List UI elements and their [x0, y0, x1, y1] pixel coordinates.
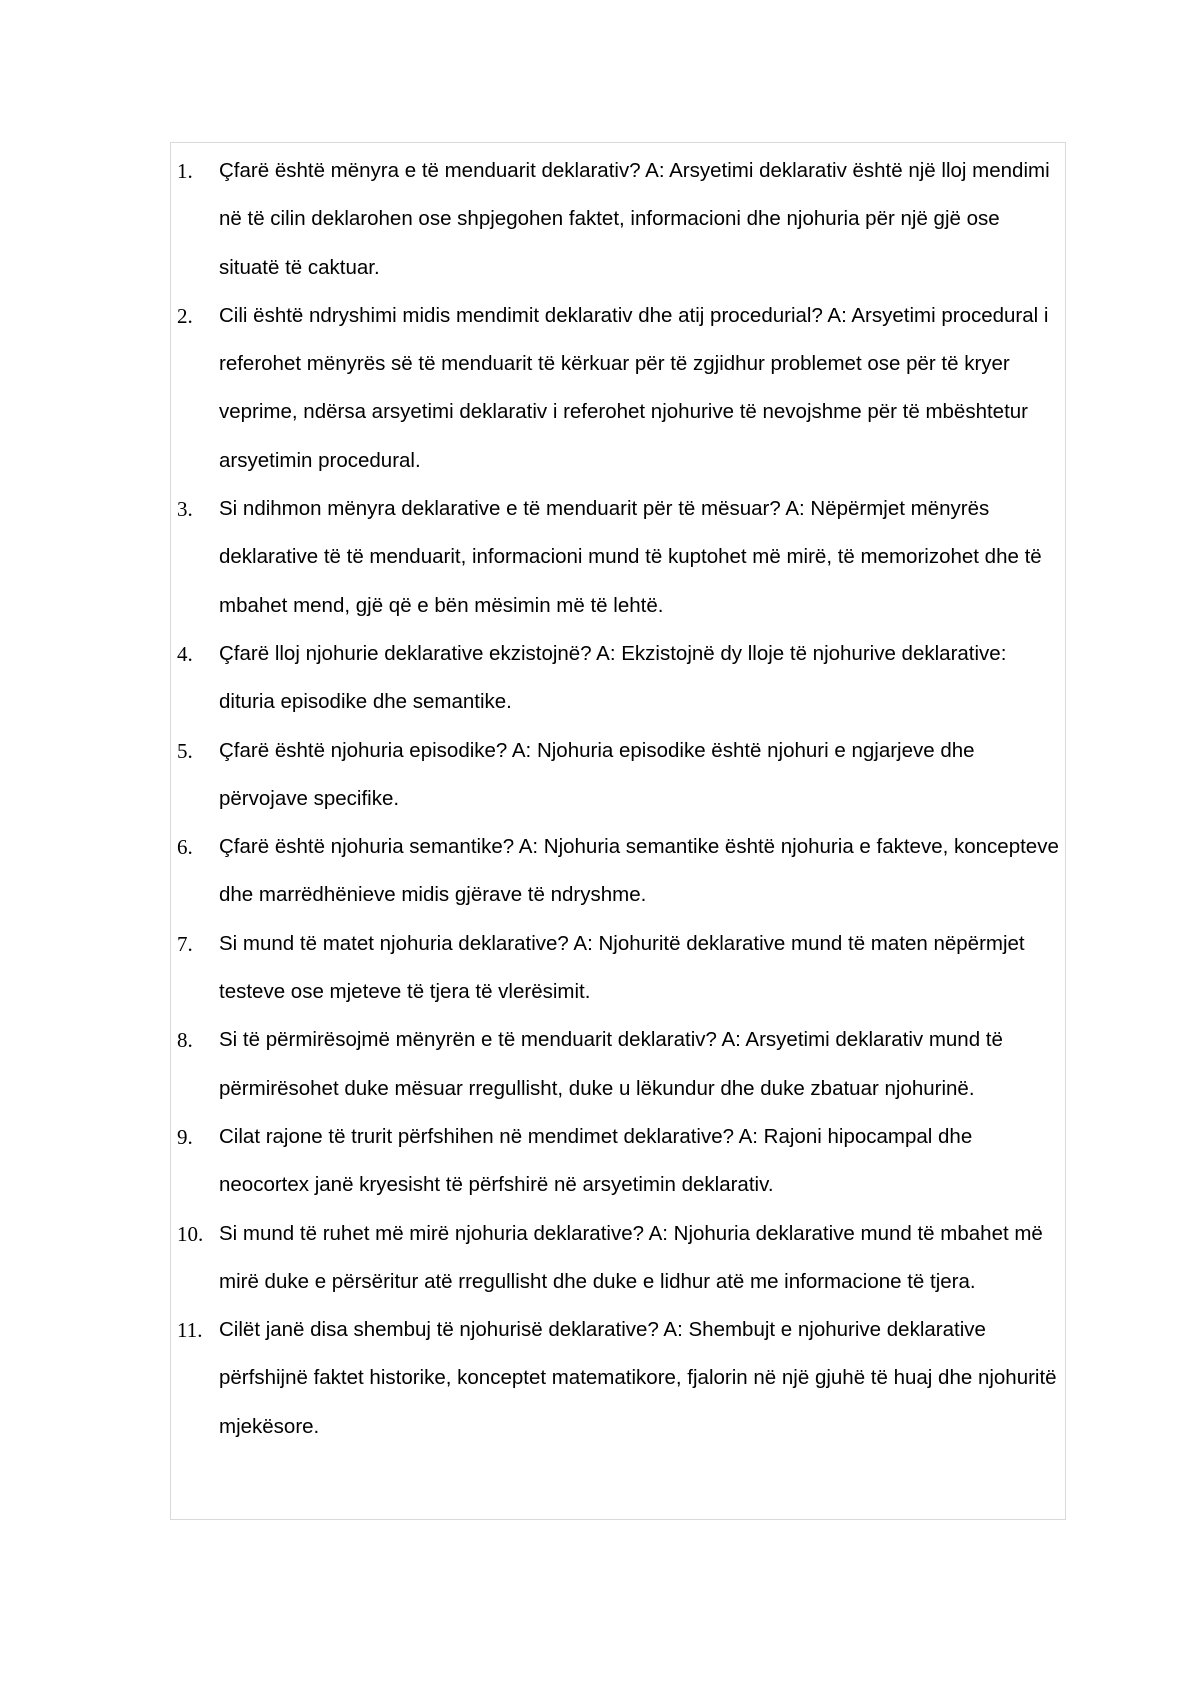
item-text: Çfarë është njohuria semantike? A: Njohuria semantike është njohuria e fakteve, koncepteve dhe marrëdhënieve midis gjërave të ndryshme. — [219, 835, 1059, 907]
qa-list — [171, 147, 1066, 1451]
list-item — [171, 1306, 1066, 1451]
item-number: 4. — [177, 641, 193, 666]
list-item — [171, 727, 1066, 824]
item-number: 7. — [177, 931, 193, 956]
item-text: Cilat rajone të trurit përfshihen në mendimet deklarative? A: Rajoni hipocampal dhe neocortex janë kryesisht të përfshirë në arsyetimin deklarativ. — [219, 1124, 973, 1197]
item-number: 2. — [177, 303, 193, 328]
list-item — [171, 147, 1066, 292]
item-text: Cili është ndryshimi midis mendimit deklarativ dhe atij procedurial? A: Arsyetimi procedural i referohet mënyrës së të menduarit të kërkuar për të zgjidhur problemet ose për të kryer veprime, ndërsa arsyetimi deklarativ i referohet njohurive të nevojshme për të mbështetur arsyetimin procedural. — [219, 303, 1049, 472]
item-number: 9. — [177, 1124, 193, 1149]
item-text: Çfarë është njohuria episodike? A: Njohuria episodike është njohuri e ngjarjeve dhe përvojave specifike. — [219, 738, 975, 810]
item-text: Cilët janë disa shembuj të njohurisë deklarative? A: Shembujt e njohurive deklarative përfshijnë faktet historike, konceptet matematikore, fjalorin në një gjuhë të huaj dhe njohuritë mjekësore. — [219, 1318, 1057, 1438]
item-text: Çfarë lloj njohurie deklarative ekzistojnë? A: Ekzistojnë dy lloje të njohurive deklarative: dituria episodike dhe semantike. — [219, 641, 1007, 714]
item-text: Si mund të matet njohuria deklarative? A: Njohuritë deklarative mund të maten nëpërmjet testeve ose mjeteve të tjera të vlerësimit. — [219, 931, 1025, 1004]
item-text: Si mund të ruhet më mirë njohuria deklarative? A: Njohuria deklarative mund të mbahet më mirë duke e përsëritur atë rregullisht dhe duke e lidhur atë me informacione të tjera. — [219, 1221, 1043, 1293]
list-item — [171, 630, 1066, 727]
item-text: Si ndihmon mënyra deklarative e të menduarit për të mësuar? A: Nëpërmjet mënyrës deklarative të të menduarit, informacioni mund të kuptohet më mirë, të memorizohet dhe të mbahet mend, gjë që e bën mësimin më të lehtë. — [219, 497, 1042, 617]
item-text: Çfarë është mënyra e të menduarit deklarativ? A: Arsyetimi deklarativ është një lloj mendimi në të cilin deklarohen ose shpjegohen faktet, informacioni dhe njohuria për një gjë ose situatë të caktuar. — [219, 159, 1050, 279]
item-number: 10. — [177, 1221, 204, 1246]
qa-text-box — [170, 142, 1066, 1520]
item-number: 11. — [177, 1318, 203, 1343]
list-item — [171, 823, 1066, 920]
item-text: Si të përmirësojmë mënyrën e të menduarit deklarativ? A: Arsyetimi deklarativ mund të përmirësohet duke mësuar rregullisht, duke u lëkundur dhe duke zbatuar njohurinë. — [219, 1028, 1003, 1100]
list-item — [171, 1113, 1066, 1210]
list-item — [171, 485, 1066, 630]
list-item — [171, 1210, 1066, 1307]
list-item — [171, 1016, 1066, 1113]
item-number: 8. — [177, 1028, 193, 1053]
list-item — [171, 292, 1066, 485]
item-number: 3. — [177, 497, 193, 522]
item-number: 5. — [177, 738, 193, 763]
item-number: 6. — [177, 835, 193, 860]
item-number: 1. — [177, 159, 193, 183]
list-item — [171, 920, 1066, 1017]
